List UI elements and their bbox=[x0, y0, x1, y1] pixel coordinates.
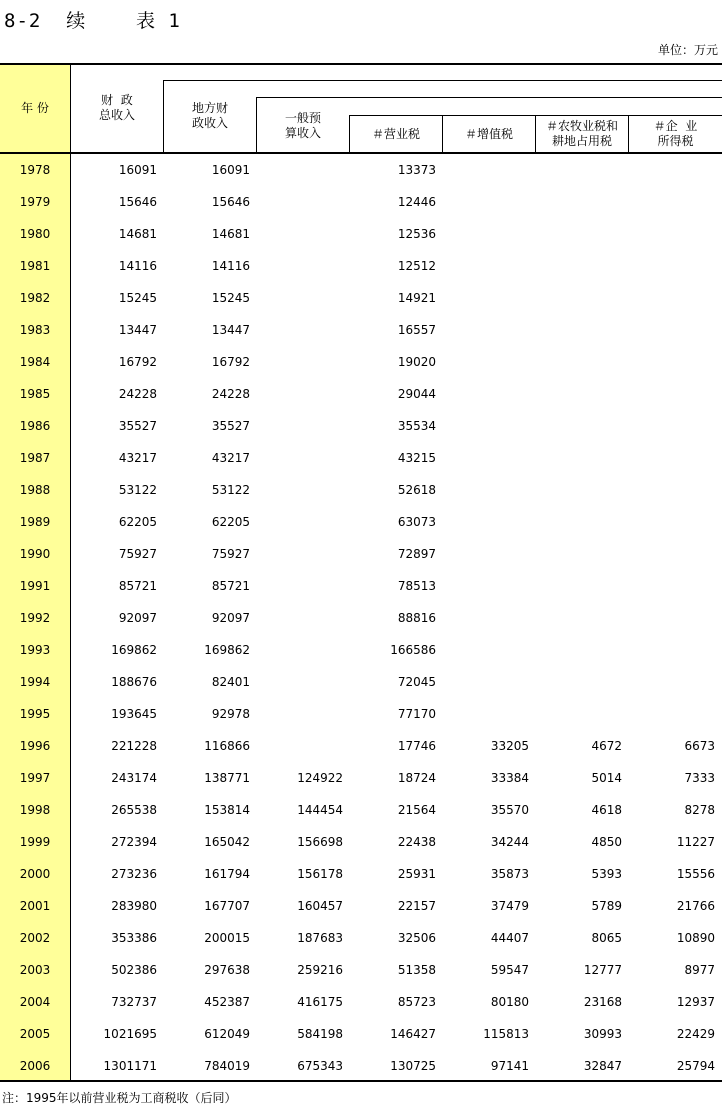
table-row bbox=[0, 602, 722, 634]
cell-vat bbox=[439, 666, 529, 698]
cell-vat: 97141 bbox=[490, 1059, 529, 1073]
cell-general-budget bbox=[253, 698, 343, 730]
header-business-tax: ＃营业税 bbox=[371, 126, 420, 141]
cell-total-revenue: 14116 bbox=[118, 259, 157, 273]
cell-total-revenue: 92097 bbox=[118, 611, 157, 625]
cell-year: 1984 bbox=[19, 355, 51, 369]
cell-agri-tax: 5789 bbox=[591, 899, 622, 913]
cell-agri-tax: 4672 bbox=[591, 739, 622, 753]
cell-agri-tax: 5014 bbox=[591, 771, 622, 785]
cell-year: 1988 bbox=[19, 483, 51, 497]
cell-vat: 59547 bbox=[490, 963, 529, 977]
cell-general-budget: 156698 bbox=[297, 835, 343, 849]
cell-general-budget: 584198 bbox=[297, 1027, 343, 1041]
cell-local-revenue: 297638 bbox=[204, 963, 250, 977]
cell-vat bbox=[439, 602, 529, 634]
table-row bbox=[0, 154, 722, 186]
header-vat: ＃增值税 bbox=[464, 126, 513, 141]
cell-business-tax: 77170 bbox=[397, 707, 436, 721]
cell-year: 1981 bbox=[19, 259, 51, 273]
cell-total-revenue: 169862 bbox=[111, 643, 157, 657]
cell-corp-tax bbox=[625, 378, 715, 410]
cell-total-revenue: 353386 bbox=[111, 931, 157, 945]
cell-total-revenue: 221228 bbox=[111, 739, 157, 753]
cell-corp-tax: 21766 bbox=[676, 899, 715, 913]
cell-year: 2003 bbox=[19, 963, 51, 977]
cell-general-budget: 160457 bbox=[297, 899, 343, 913]
cell-local-revenue: 16792 bbox=[211, 355, 250, 369]
header-line-2 bbox=[256, 97, 722, 98]
cell-general-budget: 124922 bbox=[297, 771, 343, 785]
cell-corp-tax bbox=[625, 602, 715, 634]
cell-business-tax: 12536 bbox=[397, 227, 436, 241]
cell-total-revenue: 1021695 bbox=[103, 1027, 157, 1041]
cell-year: 1998 bbox=[19, 803, 51, 817]
cell-general-budget: 156178 bbox=[297, 867, 343, 881]
cell-agri-tax bbox=[532, 378, 622, 410]
cell-year: 1992 bbox=[19, 611, 51, 625]
cell-business-tax: 32506 bbox=[397, 931, 436, 945]
cell-total-revenue: 53122 bbox=[118, 483, 157, 497]
cell-vat: 80180 bbox=[490, 995, 529, 1009]
cell-agri-tax: 32847 bbox=[583, 1059, 622, 1073]
cell-year: 1985 bbox=[19, 387, 51, 401]
cell-corp-tax bbox=[625, 698, 715, 730]
cell-general-budget bbox=[253, 538, 343, 570]
cell-general-budget bbox=[253, 346, 343, 378]
header-total-revenue: 财 政 总收入 bbox=[98, 93, 135, 122]
cell-agri-tax: 5393 bbox=[591, 867, 622, 881]
table-row bbox=[0, 346, 722, 378]
cell-agri-tax: 23168 bbox=[583, 995, 622, 1009]
cell-corp-tax: 8977 bbox=[684, 963, 715, 977]
cell-vat: 37479 bbox=[490, 899, 529, 913]
cell-agri-tax: 4850 bbox=[591, 835, 622, 849]
table-row bbox=[0, 250, 722, 282]
header-line-1 bbox=[163, 80, 722, 81]
cell-corp-tax: 15556 bbox=[676, 867, 715, 881]
cell-general-budget bbox=[253, 186, 343, 218]
cell-total-revenue: 75927 bbox=[118, 547, 157, 561]
cell-general-budget bbox=[253, 602, 343, 634]
table-row bbox=[0, 378, 722, 410]
cell-business-tax: 52618 bbox=[397, 483, 436, 497]
cell-local-revenue: 612049 bbox=[204, 1027, 250, 1041]
cell-corp-tax bbox=[625, 410, 715, 442]
cell-vat bbox=[439, 346, 529, 378]
cell-corp-tax bbox=[625, 666, 715, 698]
header-local-revenue: 地方财 政收入 bbox=[191, 101, 228, 130]
cell-vat bbox=[439, 570, 529, 602]
cell-local-revenue: 16091 bbox=[211, 163, 250, 177]
cell-business-tax: 16557 bbox=[397, 323, 436, 337]
cell-business-tax: 25931 bbox=[397, 867, 436, 881]
cell-year: 1979 bbox=[19, 195, 51, 209]
cell-general-budget bbox=[253, 730, 343, 762]
cell-local-revenue: 200015 bbox=[204, 931, 250, 945]
cell-agri-tax bbox=[532, 314, 622, 346]
cell-local-revenue: 15245 bbox=[211, 291, 250, 305]
cell-agri-tax: 8065 bbox=[591, 931, 622, 945]
cell-vat: 34244 bbox=[490, 835, 529, 849]
cell-agri-tax: 12777 bbox=[583, 963, 622, 977]
cell-agri-tax bbox=[532, 474, 622, 506]
cell-business-tax: 146427 bbox=[390, 1027, 436, 1041]
table-row bbox=[0, 922, 722, 954]
cell-year: 1986 bbox=[19, 419, 51, 433]
cell-year: 1983 bbox=[19, 323, 51, 337]
table-row bbox=[0, 506, 722, 538]
cell-business-tax: 13373 bbox=[397, 163, 436, 177]
cell-business-tax: 72897 bbox=[397, 547, 436, 561]
table-row bbox=[0, 1018, 722, 1050]
cell-agri-tax bbox=[532, 250, 622, 282]
cell-business-tax: 19020 bbox=[397, 355, 436, 369]
cell-vat bbox=[439, 410, 529, 442]
cell-business-tax: 72045 bbox=[397, 675, 436, 689]
cell-local-revenue: 14681 bbox=[211, 227, 250, 241]
cell-vat: 44407 bbox=[490, 931, 529, 945]
table-row bbox=[0, 826, 722, 858]
cell-local-revenue: 75927 bbox=[211, 547, 250, 561]
cell-total-revenue: 16091 bbox=[118, 163, 157, 177]
cell-agri-tax bbox=[532, 346, 622, 378]
cell-local-revenue: 82401 bbox=[211, 675, 250, 689]
cell-local-revenue: 784019 bbox=[204, 1059, 250, 1073]
cell-total-revenue: 13447 bbox=[118, 323, 157, 337]
cell-general-budget bbox=[253, 442, 343, 474]
table-row bbox=[0, 442, 722, 474]
table-row bbox=[0, 634, 722, 666]
table-row bbox=[0, 218, 722, 250]
cell-vat: 115813 bbox=[483, 1027, 529, 1041]
cell-corp-tax bbox=[625, 218, 715, 250]
table-row bbox=[0, 314, 722, 346]
cell-vat: 33384 bbox=[490, 771, 529, 785]
cell-business-tax: 166586 bbox=[390, 643, 436, 657]
cell-corp-tax bbox=[625, 506, 715, 538]
cell-year: 1982 bbox=[19, 291, 51, 305]
cell-vat bbox=[439, 154, 529, 186]
cell-year: 2005 bbox=[19, 1027, 51, 1041]
cell-agri-tax: 4618 bbox=[591, 803, 622, 817]
cell-total-revenue: 14681 bbox=[118, 227, 157, 241]
cell-corp-tax bbox=[625, 538, 715, 570]
cell-corp-tax: 12937 bbox=[676, 995, 715, 1009]
table-row bbox=[0, 570, 722, 602]
cell-general-budget bbox=[253, 250, 343, 282]
cell-local-revenue: 62205 bbox=[211, 515, 250, 529]
table-body bbox=[0, 154, 722, 1082]
cell-local-revenue: 24228 bbox=[211, 387, 250, 401]
cell-vat bbox=[439, 314, 529, 346]
cell-vat bbox=[439, 442, 529, 474]
cell-total-revenue: 35527 bbox=[118, 419, 157, 433]
table-row bbox=[0, 762, 722, 794]
cell-total-revenue: 243174 bbox=[111, 771, 157, 785]
table-row bbox=[0, 410, 722, 442]
table-row bbox=[0, 282, 722, 314]
cell-business-tax: 22157 bbox=[397, 899, 436, 913]
cell-year: 1997 bbox=[19, 771, 51, 785]
cell-general-budget bbox=[253, 314, 343, 346]
cell-local-revenue: 53122 bbox=[211, 483, 250, 497]
cell-local-revenue: 153814 bbox=[204, 803, 250, 817]
cell-total-revenue: 16792 bbox=[118, 355, 157, 369]
cell-year: 2001 bbox=[19, 899, 51, 913]
cell-business-tax: 85723 bbox=[397, 995, 436, 1009]
cell-business-tax: 35534 bbox=[397, 419, 436, 433]
cell-local-revenue: 452387 bbox=[204, 995, 250, 1009]
cell-agri-tax bbox=[532, 154, 622, 186]
cell-general-budget bbox=[253, 154, 343, 186]
cell-corp-tax bbox=[625, 154, 715, 186]
cell-agri-tax bbox=[532, 506, 622, 538]
cell-local-revenue: 43217 bbox=[211, 451, 250, 465]
footnote: 注：1995年以前营业税为工商税收（后同） bbox=[2, 1091, 237, 1105]
cell-total-revenue: 265538 bbox=[111, 803, 157, 817]
cell-local-revenue: 165042 bbox=[204, 835, 250, 849]
cell-business-tax: 12446 bbox=[397, 195, 436, 209]
cell-business-tax: 51358 bbox=[397, 963, 436, 977]
cell-vat bbox=[439, 186, 529, 218]
cell-vat: 35570 bbox=[490, 803, 529, 817]
cell-business-tax: 14921 bbox=[397, 291, 436, 305]
cell-agri-tax bbox=[532, 666, 622, 698]
table-row bbox=[0, 666, 722, 698]
cell-local-revenue: 92978 bbox=[211, 707, 250, 721]
cell-year: 2002 bbox=[19, 931, 51, 945]
cell-year: 1978 bbox=[19, 163, 51, 177]
cell-total-revenue: 193645 bbox=[111, 707, 157, 721]
table-row bbox=[0, 730, 722, 762]
header-top-border bbox=[0, 63, 722, 65]
cell-total-revenue: 283980 bbox=[111, 899, 157, 913]
cell-local-revenue: 13447 bbox=[211, 323, 250, 337]
cell-business-tax: 12512 bbox=[397, 259, 436, 273]
cell-vat: 35873 bbox=[490, 867, 529, 881]
cell-total-revenue: 62205 bbox=[118, 515, 157, 529]
cell-vat bbox=[439, 218, 529, 250]
cell-general-budget bbox=[253, 666, 343, 698]
cell-local-revenue: 35527 bbox=[211, 419, 250, 433]
cell-total-revenue: 15245 bbox=[118, 291, 157, 305]
cell-year: 1990 bbox=[19, 547, 51, 561]
cell-business-tax: 18724 bbox=[397, 771, 436, 785]
cell-corp-tax bbox=[625, 570, 715, 602]
table-row bbox=[0, 858, 722, 890]
cell-corp-tax: 7333 bbox=[684, 771, 715, 785]
cell-agri-tax bbox=[532, 698, 622, 730]
cell-local-revenue: 15646 bbox=[211, 195, 250, 209]
cell-year: 1995 bbox=[19, 707, 51, 721]
cell-business-tax: 17746 bbox=[397, 739, 436, 753]
table-row bbox=[0, 954, 722, 986]
cell-agri-tax bbox=[532, 634, 622, 666]
cell-total-revenue: 85721 bbox=[118, 579, 157, 593]
cell-corp-tax bbox=[625, 186, 715, 218]
cell-year: 1999 bbox=[19, 835, 51, 849]
cell-year: 1989 bbox=[19, 515, 51, 529]
cell-year: 2006 bbox=[19, 1059, 51, 1073]
cell-local-revenue: 138771 bbox=[204, 771, 250, 785]
cell-business-tax: 21564 bbox=[397, 803, 436, 817]
cell-general-budget bbox=[253, 378, 343, 410]
cell-corp-tax: 6673 bbox=[684, 739, 715, 753]
cell-local-revenue: 161794 bbox=[204, 867, 250, 881]
cell-year: 1994 bbox=[19, 675, 51, 689]
cell-general-budget: 144454 bbox=[297, 803, 343, 817]
cell-total-revenue: 272394 bbox=[111, 835, 157, 849]
cell-vat bbox=[439, 506, 529, 538]
cell-local-revenue: 85721 bbox=[211, 579, 250, 593]
cell-agri-tax bbox=[532, 218, 622, 250]
cell-vat bbox=[439, 282, 529, 314]
cell-business-tax: 29044 bbox=[397, 387, 436, 401]
table-row bbox=[0, 538, 722, 570]
header-agri-tax: ＃农牧业税和 耕地占用税 bbox=[545, 119, 618, 148]
cell-total-revenue: 732737 bbox=[111, 995, 157, 1009]
cell-general-budget: 259216 bbox=[297, 963, 343, 977]
cell-agri-tax bbox=[532, 186, 622, 218]
cell-vat bbox=[439, 378, 529, 410]
cell-year: 2004 bbox=[19, 995, 51, 1009]
cell-corp-tax: 10890 bbox=[676, 931, 715, 945]
cell-corp-tax bbox=[625, 314, 715, 346]
cell-corp-tax: 22429 bbox=[676, 1027, 715, 1041]
cell-business-tax: 63073 bbox=[397, 515, 436, 529]
cell-agri-tax bbox=[532, 538, 622, 570]
table-row bbox=[0, 890, 722, 922]
cell-vat bbox=[439, 250, 529, 282]
cell-business-tax: 78513 bbox=[397, 579, 436, 593]
cell-total-revenue: 188676 bbox=[111, 675, 157, 689]
table-row bbox=[0, 794, 722, 826]
cell-vat: 33205 bbox=[490, 739, 529, 753]
cell-general-budget bbox=[253, 218, 343, 250]
table-header bbox=[0, 63, 722, 154]
cell-corp-tax bbox=[625, 634, 715, 666]
cell-agri-tax bbox=[532, 442, 622, 474]
cell-total-revenue: 15646 bbox=[118, 195, 157, 209]
cell-year: 2000 bbox=[19, 867, 51, 881]
cell-agri-tax bbox=[532, 570, 622, 602]
table-row bbox=[0, 474, 722, 506]
cell-business-tax: 43215 bbox=[397, 451, 436, 465]
cell-local-revenue: 92097 bbox=[211, 611, 250, 625]
cell-agri-tax bbox=[532, 282, 622, 314]
cell-business-tax: 88816 bbox=[397, 611, 436, 625]
cell-corp-tax bbox=[625, 474, 715, 506]
cell-business-tax: 22438 bbox=[397, 835, 436, 849]
cell-general-budget: 187683 bbox=[297, 931, 343, 945]
cell-corp-tax: 11227 bbox=[676, 835, 715, 849]
cell-year: 1980 bbox=[19, 227, 51, 241]
cell-general-budget: 416175 bbox=[297, 995, 343, 1009]
cell-general-budget bbox=[253, 410, 343, 442]
table-row bbox=[0, 1050, 722, 1082]
cell-vat bbox=[439, 634, 529, 666]
cell-year: 1996 bbox=[19, 739, 51, 753]
cell-vat bbox=[439, 474, 529, 506]
cell-general-budget bbox=[253, 570, 343, 602]
header-general-budget: 一般预 算收入 bbox=[284, 111, 321, 140]
cell-corp-tax: 8278 bbox=[684, 803, 715, 817]
cell-total-revenue: 273236 bbox=[111, 867, 157, 881]
cell-agri-tax bbox=[532, 602, 622, 634]
cell-total-revenue: 502386 bbox=[111, 963, 157, 977]
header-year: 年 份 bbox=[21, 101, 49, 115]
cell-total-revenue: 1301171 bbox=[103, 1059, 157, 1073]
cell-agri-tax bbox=[532, 410, 622, 442]
cell-general-budget bbox=[253, 506, 343, 538]
table-title: 8-2 续 表 1 bbox=[4, 10, 181, 32]
cell-local-revenue: 116866 bbox=[204, 739, 250, 753]
cell-business-tax: 130725 bbox=[390, 1059, 436, 1073]
cell-general-budget: 675343 bbox=[297, 1059, 343, 1073]
cell-vat bbox=[439, 538, 529, 570]
cell-total-revenue: 24228 bbox=[118, 387, 157, 401]
cell-vat bbox=[439, 698, 529, 730]
cell-general-budget bbox=[253, 282, 343, 314]
cell-corp-tax bbox=[625, 250, 715, 282]
cell-corp-tax bbox=[625, 346, 715, 378]
table-row bbox=[0, 186, 722, 218]
cell-year: 1991 bbox=[19, 579, 51, 593]
header-corp-tax: ＃企 业 所得税 bbox=[653, 119, 698, 148]
cell-local-revenue: 14116 bbox=[211, 259, 250, 273]
cell-year: 1987 bbox=[19, 451, 51, 465]
cell-total-revenue: 43217 bbox=[118, 451, 157, 465]
cell-general-budget bbox=[253, 634, 343, 666]
cell-general-budget bbox=[253, 474, 343, 506]
cell-corp-tax: 25794 bbox=[676, 1059, 715, 1073]
cell-local-revenue: 167707 bbox=[204, 899, 250, 913]
cell-corp-tax bbox=[625, 442, 715, 474]
cell-corp-tax bbox=[625, 282, 715, 314]
cell-local-revenue: 169862 bbox=[204, 643, 250, 657]
unit-label: 单位：万元 bbox=[657, 43, 718, 57]
cell-agri-tax: 30993 bbox=[583, 1027, 622, 1041]
table-row bbox=[0, 986, 722, 1018]
cell-year: 1993 bbox=[19, 643, 51, 657]
table-row bbox=[0, 698, 722, 730]
